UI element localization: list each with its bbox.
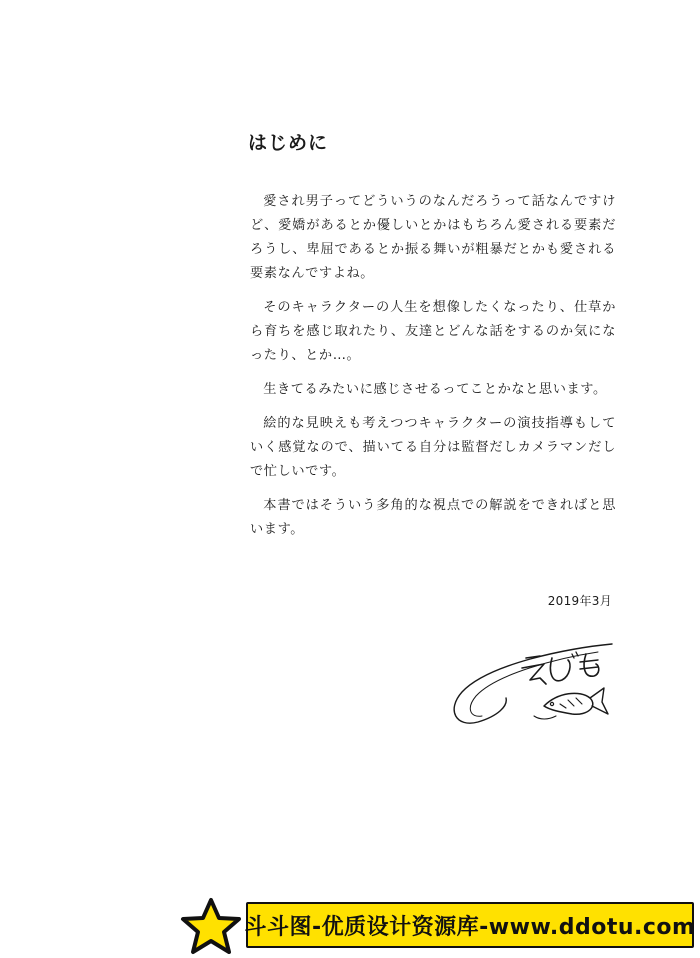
page-title: はじめに — [248, 132, 329, 154]
signature-image — [448, 636, 620, 736]
watermark-text: 斗斗图-优质设计资源库-www.ddotu.com — [244, 914, 696, 940]
date-label: 2019年3月 — [547, 594, 612, 608]
watermark-banner — [178, 892, 698, 958]
paragraph-3: 生きてるみたいに感じさせるってことかなと思います。 — [263, 382, 607, 397]
body-text — [250, 190, 616, 552]
paragraph-4: 絵的な見映えも考えつつキャラクターの演技指導もしていく感覚なので、描いてる自分は監督だしカメラマンだしで忙しいです。 — [250, 416, 616, 479]
paragraph-2: そのキャラクターの人生を想像したくなったり、仕草から育ちを感じ取れたり、友達とどんな話をするのか気になったり、とか…。 — [250, 300, 616, 363]
star-icon — [178, 896, 244, 956]
watermark-bar — [246, 902, 694, 948]
paragraph-1: 愛され男子ってどういうのなんだろうって話なんですけど、愛嬌があるとか優しいとかはもちろん愛される要素だろうし、卑屈であるとか振る舞いが粗暴だとかも愛される要素なんですよね。 — [250, 194, 616, 281]
paragraph-5: 本書ではそういう多角的な視点での解説をできればと思います。 — [250, 498, 616, 537]
